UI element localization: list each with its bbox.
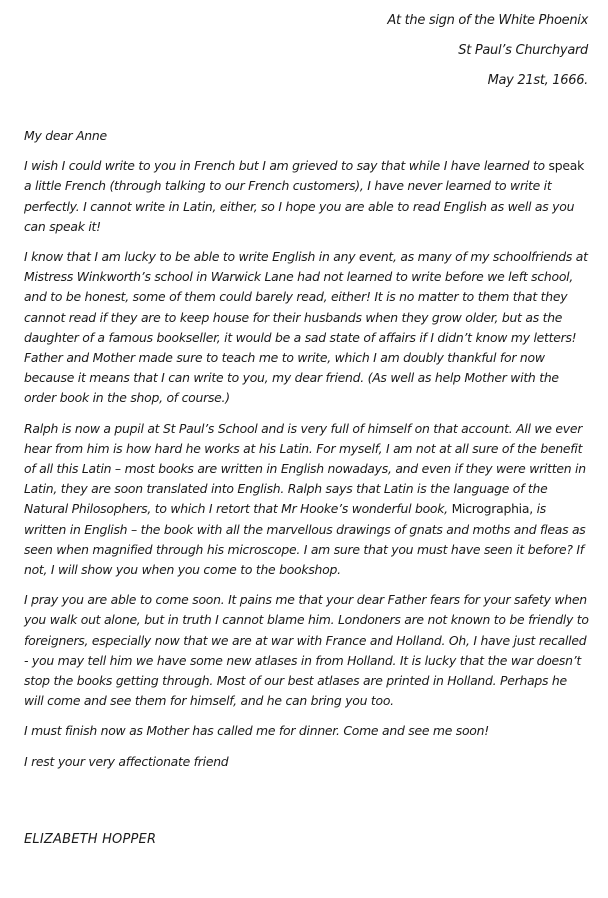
address-line-churchyard: St Paul’s Churchyard [458,43,588,58]
signature: ELIZABETH HOPPER [24,832,157,847]
letter-body [24,126,590,772]
paragraph-5: I must finish now as Mother has called me for dinner. Come and see me soon! [24,723,489,739]
salutation: My dear Anne [24,128,107,143]
sender-address [387,6,588,96]
paragraph-3-text-b: is written in English – the book with all the marvellous drawings of gnats and moths and fleas as seen when magnified through his microscope. I am sure that you must have seen it before? If not, I will show you when you come to the bookshop. [24,501,586,578]
paragraph-3 [24,419,590,581]
address-line-sign: At the sign of the White Phoenix [387,13,588,28]
paragraph-1-text-b: a little French (through talking to our French customers), I have never learned to write it perfectly. I cannot write in Latin, either, so I hope you are able to read English as well as you can speak it! [24,178,575,234]
paragraph-3-text-a: Ralph is now a pupil at St Paul’s School and is very full of himself on that account. All we ever hear from him is how hard he works at his Latin. For myself, I am not at all sure of the benefit of all this Latin – most books are written in English nowadays, and even if they were written in Latin, they are soon translated into English. Ralph says that Latin is the language of the Natural Philosophers, to which I retort that Mr Hooke’s wonderful book, [24,420,586,517]
closing-line: I rest your very affectionate friend [24,753,229,769]
paragraph-1-emphasis: speak [548,158,584,174]
paragraph-4: I pray you are able to come soon. It pains me that your dear Father fears for your safety when you walk out alone, but in truth I cannot blame him. Londoners are not known to be friendly to foreigners, especially now that we are at war with France and Holland. Oh, I have just recalled - you may tell him we have some new atlases in from Holland. It is lucky that the war doesn’t stop the books getting through. Most of our best atlases are printed in Holland. Perhaps he will come and see them for himself, and he can bring you too. [24,592,589,709]
letter-date: May 21st, 1666. [487,73,588,88]
paragraph-3-book-title: Micrographia, [451,501,533,517]
paragraph-1 [24,156,590,237]
paragraph-2: I know that I am lucky to be able to write English in any event, as many of my schoolfriends at Mistress Winkworth’s school in Warwick Lane had not learned to write before we left school, and to be honest, some of them could barely read, either! It is no matter to them that they cannot read if they are to keep house for their husbands when they grow older, but as the daughter of a famous bookseller, it would be a sad state of affairs if I didn’t know my letters! Father and Mother made sure to teach me to write, which I am doubly thankful for now because it means that I can write to you, my dear friend. (As well as help Mother with the order book in the shop, of course.) [24,249,588,406]
paragraph-1-text-a: I wish I could write to you in French but I am grieved to say that while I have learned to [24,158,549,174]
